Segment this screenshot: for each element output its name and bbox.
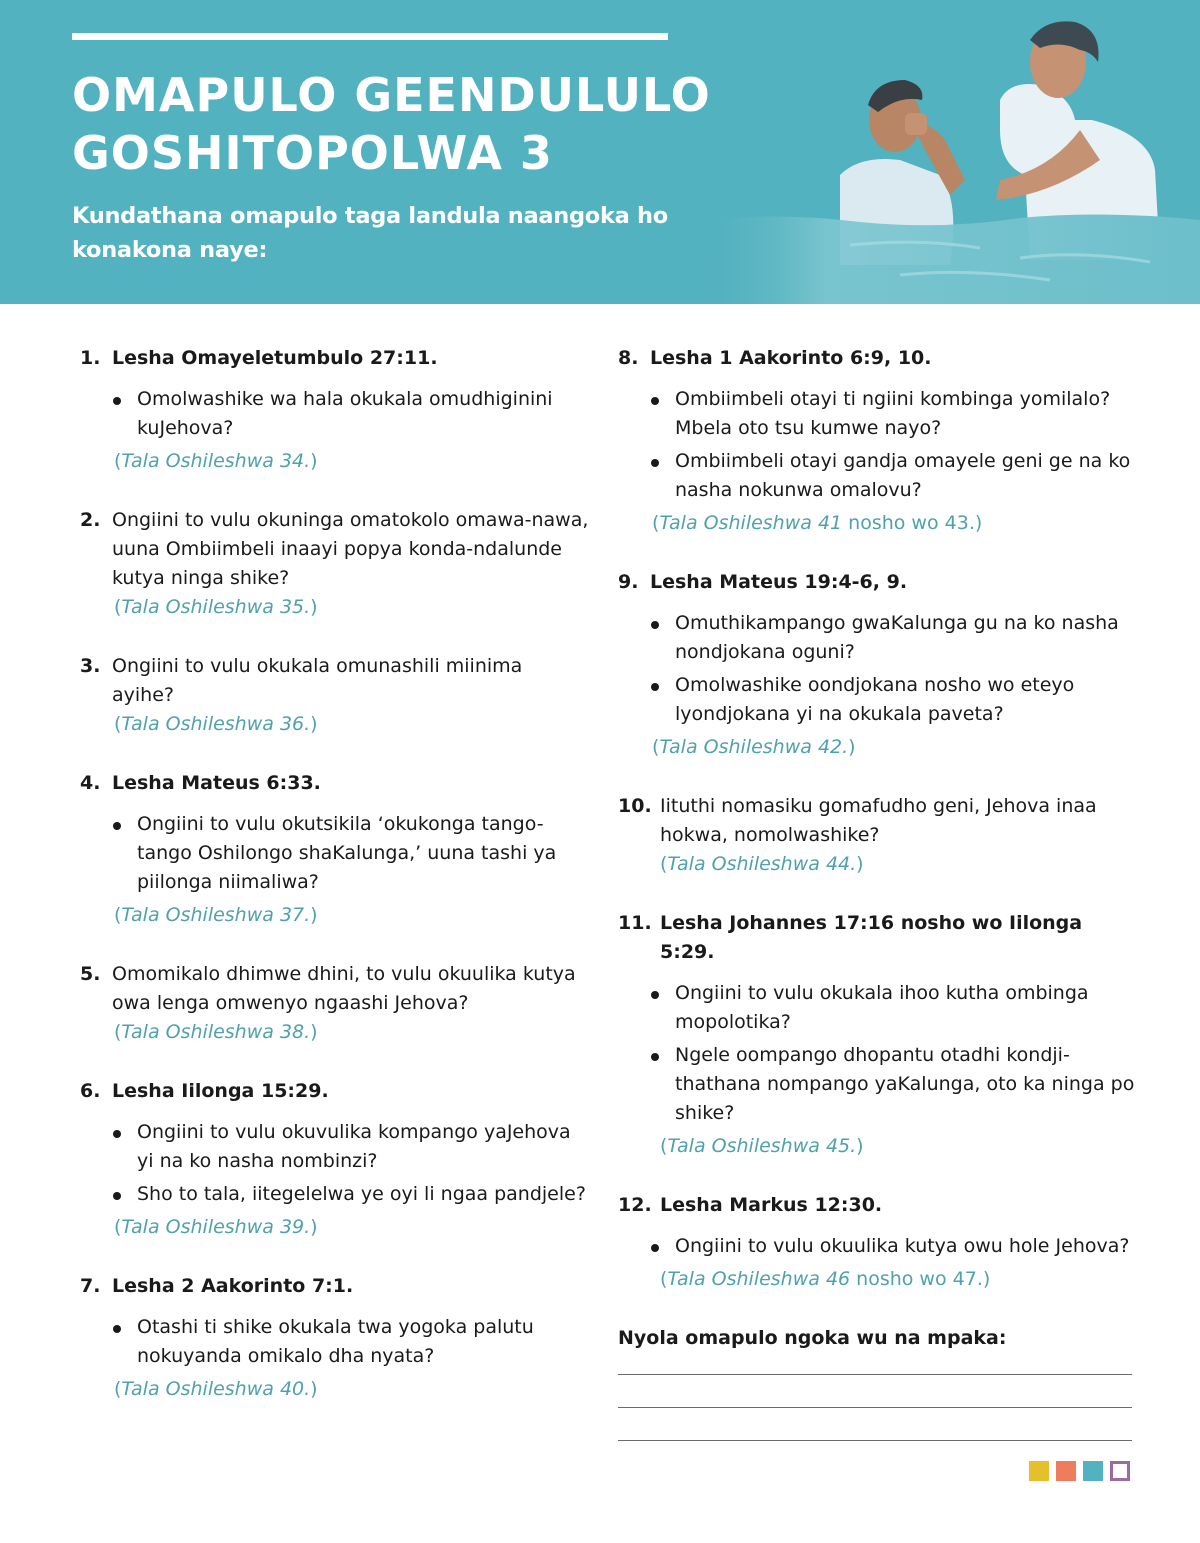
baptism-illustration [700,0,1200,304]
bullet-item: Ongiini to vulu okutsikila ‘okukonga tango-tango Oshilongo shaKalunga,’ uuna tashi ya piilonga niimaliwa? [110,810,590,897]
question-text: Ongiini to vulu okuninga omatokolo omawa-nawa, uuna Ombiimbeli inaayi popya konda-ndalunde kutya ninga shike? [112,509,589,589]
question-text: Lesha Markus 12:30. [660,1194,883,1216]
question-2 [80,506,590,622]
question-12 [618,1191,1138,1294]
title-line-2: GOSHITOPOLWA 3 [72,126,553,180]
question-number: 3. [80,655,101,677]
question-text: Lesha Mateus 6:33. [112,772,321,794]
reference: (Tala Oshileshwa 35.) [114,596,318,618]
bullet-icon [651,1053,659,1061]
question-text: Ongiini to vulu okukala omunashili miinima ayihe? [112,655,523,706]
bullet-item: Ongiini to vulu okukala ihoo kutha ombinga mopolotika? [648,979,1138,1037]
teal-square-icon [1083,1461,1103,1481]
reference: (Tala Oshileshwa 37.) [114,904,318,926]
question-10 [618,792,1138,879]
bullet-icon [651,459,659,467]
page-subtitle: Kundathana omapulo taga landula naangoka ho konakona naye: [72,203,668,263]
question-text: Lesha 1 Aakorinto 6:9, 10. [650,347,932,369]
bullet-icon [113,822,121,830]
bullet-icon [113,1325,121,1333]
question-text: Lesha Mateus 19:4-6, 9. [650,571,908,593]
reference: (Tala Oshileshwa 38.) [114,1021,318,1043]
bullet-item: Ngele oompango dhopantu otadhi kondji-thathana nompango yaKalunga, oto ka ninga po shike? [648,1041,1138,1128]
header-rule [72,33,668,40]
bullet-icon [651,683,659,691]
reference: (Tala Oshileshwa 46 nosho wo 47.) [660,1268,991,1290]
question-text: Lesha Iilonga 15:29. [112,1080,329,1102]
question-text: Lesha Johannes 17:16 nosho wo Iilonga 5:29. [660,912,1083,963]
question-number: 8. [618,347,639,369]
write-line-3[interactable] [618,1440,1132,1441]
bullet-item: Omolwashike oondjokana nosho wo eteyo lyondjokana yi na okukala paveta? [648,671,1138,729]
question-3 [80,652,590,739]
question-11 [618,909,1138,1161]
question-number: 9. [618,571,639,593]
orange-square-icon [1056,1461,1076,1481]
yellow-square-icon [1029,1461,1049,1481]
question-5 [80,960,590,1047]
question-number: 11. [618,912,652,934]
question-7 [80,1272,590,1404]
reference: (Tala Oshileshwa 41 nosho wo 43.) [652,512,983,534]
header-banner [0,0,1200,304]
question-text: Omomikalo dhimwe dhini, to vulu okuulika kutya owa lenga omwenyo ngaashi Jehova? [112,963,576,1014]
page-title [72,66,712,182]
write-line-1[interactable] [618,1374,1132,1375]
bullet-icon [651,621,659,629]
bullet-item: Otashi ti shike okukala twa yogoka palutu nokuyanda omikalo dha nyata? [110,1313,590,1371]
question-1 [80,344,590,476]
question-number: 5. [80,963,101,985]
bullet-item: Ombiimbeli otayi ti ngiini kombinga yomilalo? Mbela oto tsu kumwe nayo? [648,385,1138,443]
bullet-icon [651,1244,659,1252]
question-8 [618,344,1138,538]
bullet-icon [113,397,121,405]
question-text: Lesha Omayeletumbulo 27:11. [112,347,438,369]
question-4 [80,769,590,930]
bullet-icon [113,1192,121,1200]
question-9 [618,568,1138,762]
bullet-item: Ongiini to vulu okuvulika kompango yaJehova yi na ko nasha nombinzi? [110,1118,590,1176]
footer-squares [1029,1461,1130,1481]
bullet-icon [651,397,659,405]
question-number: 2. [80,509,101,531]
reference: (Tala Oshileshwa 45.) [660,1135,864,1157]
bullet-item: Sho to tala, iitegelelwa ye oyi li ngaa pandjele? [110,1180,590,1209]
reference: (Tala Oshileshwa 44.) [660,853,864,875]
question-text: Lesha 2 Aakorinto 7:1. [112,1275,354,1297]
reference: (Tala Oshileshwa 34.) [114,450,318,472]
question-number: 10. [618,795,652,817]
question-6 [80,1077,590,1242]
reference: (Tala Oshileshwa 40.) [114,1378,318,1400]
reference: (Tala Oshileshwa 36.) [114,713,318,735]
question-number: 1. [80,347,101,369]
question-number: 12. [618,1194,652,1216]
bullet-item: Ongiini to vulu okuulika kutya owu hole Jehova? [648,1232,1138,1261]
question-number: 7. [80,1275,101,1297]
question-text: Iituthi nomasiku gomafudho geni, Jehova inaa hokwa, nomolwashike? [660,795,1097,846]
question-number: 6. [80,1080,101,1102]
bullet-item: Ombiimbeli otayi gandja omayele geni ge na ko nasha nokunwa omalovu? [648,447,1138,505]
questions-column-left [80,344,590,1434]
bullet-item: Omolwashike wa hala okukala omudhiginini kuJehova? [110,385,590,443]
write-questions-section [618,1324,1138,1441]
bullet-item: Omuthikampango gwaKalunga gu na ko nasha nondjokana oguni? [648,609,1138,667]
reference: (Tala Oshileshwa 42.) [652,736,856,758]
title-line-1: OMAPULO GEENDULULO [72,68,711,122]
bullet-icon [651,991,659,999]
write-line-2[interactable] [618,1407,1132,1408]
questions-column-right [618,344,1138,1441]
reference: (Tala Oshileshwa 39.) [114,1216,318,1238]
question-number: 4. [80,772,101,794]
bullet-icon [113,1130,121,1138]
purple-outline-square-icon [1110,1461,1130,1481]
write-questions-label: Nyola omapulo ngoka wu na mpaka: [618,1327,1007,1349]
